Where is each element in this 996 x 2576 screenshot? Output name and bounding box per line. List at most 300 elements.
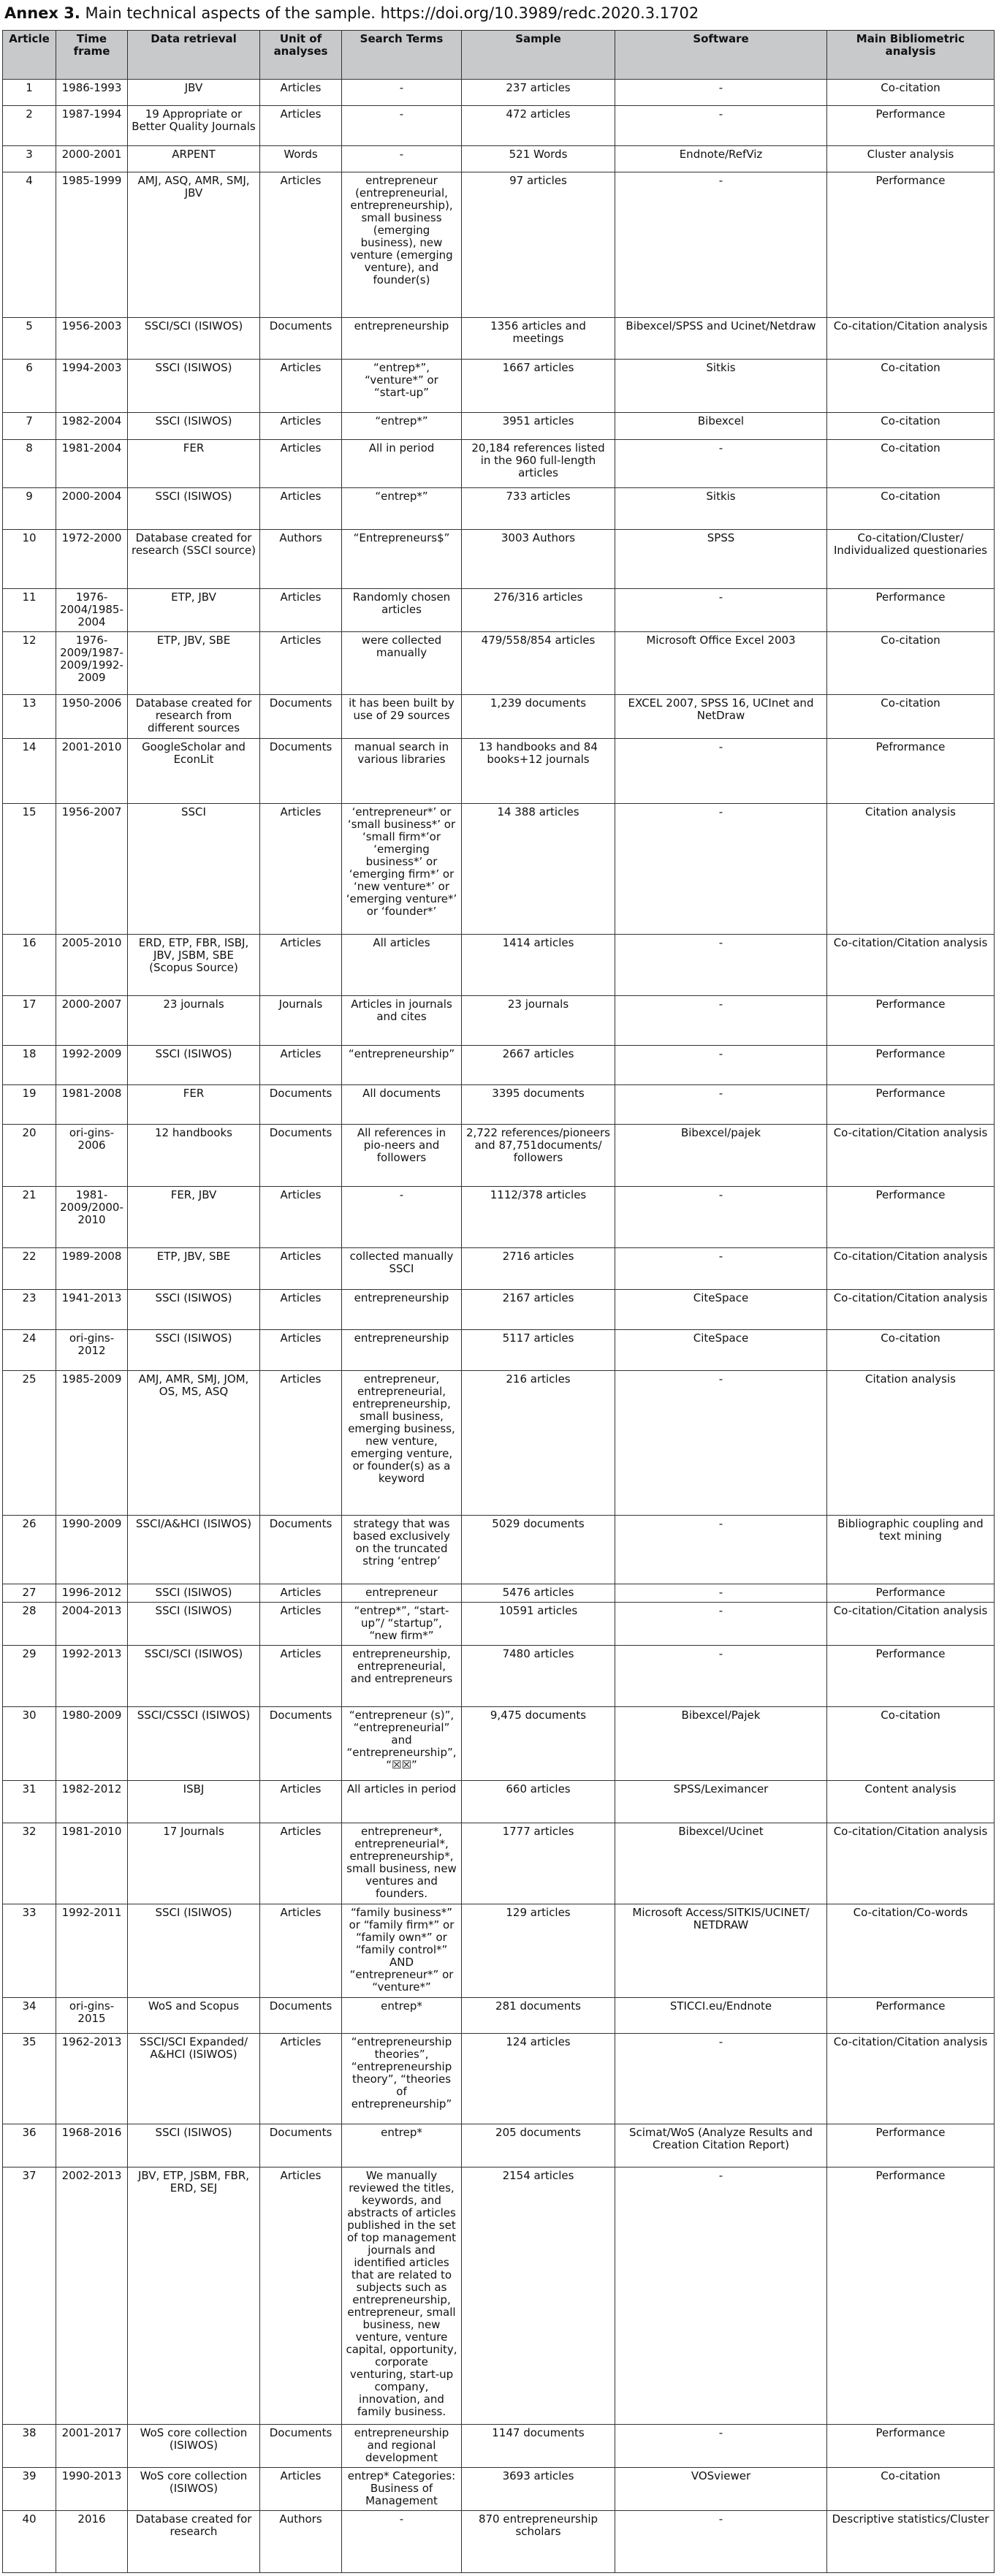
table-cell: - [342, 105, 462, 146]
table-cell: entrep* Categories: Business of Management [342, 2468, 462, 2511]
table-cell: 1985-2009 [56, 1371, 128, 1516]
table-cell: SSCI/SCI (ISIWOS) [128, 1646, 260, 1706]
table-cell: 1990-2009 [56, 1516, 128, 1584]
table-cell: Co-citation/Citation analysis [827, 1603, 995, 1646]
table-cell: it has been built by use of 29 sources [342, 695, 462, 739]
table-cell: entrep* [342, 1998, 462, 2034]
table-cell: Co-citation [827, 2468, 995, 2511]
table-cell: 2000-2001 [56, 146, 128, 172]
table-cell: Articles [260, 1823, 342, 1904]
table-cell: Documents [260, 1085, 342, 1125]
table-row [3, 2468, 995, 2511]
table-cell: - [342, 2511, 462, 2573]
table-cell: Articles [260, 1904, 342, 1997]
table-cell: 37 [3, 2167, 56, 2425]
table-row [3, 739, 995, 803]
table-cell: CiteSpace [615, 1330, 827, 1371]
table-cell: 870 entrepreneurship scholars [462, 2511, 615, 2573]
table-cell: Cluster analysis [827, 146, 995, 172]
table-cell: - [615, 1371, 827, 1516]
table-cell: - [615, 1046, 827, 1085]
table-cell: Performance [827, 2167, 995, 2425]
table-cell: 1976-2004/1985-2004 [56, 589, 128, 632]
table-cell: Articles [260, 2167, 342, 2425]
table-cell: 17 Journals [128, 1823, 260, 1904]
table-cell: - [615, 439, 827, 487]
table-row [3, 996, 995, 1046]
table-cell: 7480 articles [462, 1646, 615, 1706]
table-row [3, 632, 995, 695]
table-row [3, 529, 995, 588]
table-row [3, 80, 995, 106]
table-cell: Performance [827, 105, 995, 146]
table-row [3, 2167, 995, 2425]
table-cell: Sitkis [615, 487, 827, 529]
table-cell: CiteSpace [615, 1289, 827, 1330]
table-cell: “entrepreneurship theories”, “entrepreneurship theory”, “theories of entrepreneurship” [342, 2033, 462, 2124]
table-cell: - [342, 80, 462, 106]
table-cell: 18 [3, 1046, 56, 1085]
table-cell: VOSviewer [615, 2468, 827, 2511]
annex-caption: Main technical aspects of the sample. https://doi.org/10.3989/redc.2020.3.1702 [80, 4, 699, 22]
table-cell: - [615, 1646, 827, 1706]
table-cell: WoS and Scopus [128, 1998, 260, 2034]
table-cell: Articles [260, 1603, 342, 1646]
table-cell: entrepreneurship [342, 1330, 462, 1371]
table-cell: 2 [3, 105, 56, 146]
table-cell: Microsoft Office Excel 2003 [615, 632, 827, 695]
table-cell: Co-citation [827, 1330, 995, 1371]
table-cell: Performance [827, 1085, 995, 1125]
table-cell: Bibexcel/Ucinet [615, 1823, 827, 1904]
table-cell: 660 articles [462, 1781, 615, 1823]
table-row [3, 1584, 995, 1602]
table-cell: Bibexcel/pajek [615, 1124, 827, 1186]
table-cell: 38 [3, 2425, 56, 2468]
table-cell: 281 documents [462, 1998, 615, 2034]
table-cell: Articles [260, 589, 342, 632]
table-cell: entrepreneurship and regional development [342, 2425, 462, 2468]
table-cell: STICCI.eu/Endnote [615, 1998, 827, 2034]
table-cell: 1987-1994 [56, 105, 128, 146]
table-cell: 2016 [56, 2511, 128, 2573]
table-cell: 1981-2009/2000-2010 [56, 1187, 128, 1247]
annex-label: Annex 3. [4, 4, 80, 22]
table-row [3, 2124, 995, 2167]
table-cell: All references in pio-neers and followers [342, 1124, 462, 1186]
table-cell: 479/558/854 articles [462, 632, 615, 695]
table-cell: JBV, ETP, JSBM, FBR, ERD, SEJ [128, 2167, 260, 2425]
table-cell: 9 [3, 487, 56, 529]
table-cell: Sitkis [615, 360, 827, 413]
table-cell: - [615, 1187, 827, 1247]
table-cell: 733 articles [462, 487, 615, 529]
table-row [3, 360, 995, 413]
table-cell: Documents [260, 2124, 342, 2167]
table-cell: Bibliographic coupling and text mining [827, 1516, 995, 1584]
table-cell: - [615, 1584, 827, 1602]
table-cell: 30 [3, 1706, 56, 1781]
table-cell: Articles [260, 632, 342, 695]
table-cell: 5117 articles [462, 1330, 615, 1371]
table-cell: 21 [3, 1187, 56, 1247]
table-cell: 2716 articles [462, 1247, 615, 1289]
table-cell: 2004-2013 [56, 1603, 128, 1646]
table-cell: Performance [827, 996, 995, 1046]
table-cell: - [615, 172, 827, 318]
table-cell: Co-citation [827, 413, 995, 440]
table-cell: SSCI (ISIWOS) [128, 1904, 260, 1997]
table-cell: SSCI (ISIWOS) [128, 413, 260, 440]
table-cell: 12 [3, 632, 56, 695]
table-cell: ori-gins-2012 [56, 1330, 128, 1371]
table-cell: 3003 Authors [462, 529, 615, 588]
table-cell: - [615, 1247, 827, 1289]
table-cell: SSCI (ISIWOS) [128, 487, 260, 529]
table-cell: SPSS [615, 529, 827, 588]
table-cell: Documents [260, 2425, 342, 2468]
table-cell: Articles [260, 360, 342, 413]
table-cell: 1112/378 articles [462, 1187, 615, 1247]
table-cell: 97 articles [462, 172, 615, 318]
table-cell: 8 [3, 439, 56, 487]
table-cell: 1956-2003 [56, 318, 128, 360]
table-cell: 40 [3, 2511, 56, 2573]
table-cell: 25 [3, 1371, 56, 1516]
table-cell: Scimat/WoS (Analyze Results and Creation Citation Report) [615, 2124, 827, 2167]
table-cell: “entrep*”, “start-up”/ “startup”, “new firm*” [342, 1603, 462, 1646]
table-row [3, 695, 995, 739]
table-cell: Articles [260, 80, 342, 106]
table-cell: - [615, 996, 827, 1046]
table-row [3, 589, 995, 632]
table-cell: Articles [260, 487, 342, 529]
table-cell: Co-citation [827, 439, 995, 487]
table-cell: Articles [260, 803, 342, 934]
table-cell: 1989-2008 [56, 1247, 128, 1289]
table-cell: - [615, 934, 827, 995]
table-cell: Authors [260, 2511, 342, 2573]
table-row [3, 1781, 995, 1823]
table-cell: 34 [3, 1998, 56, 2034]
table-cell: ARPENT [128, 146, 260, 172]
table-cell: ETP, JBV, SBE [128, 1247, 260, 1289]
header-row [3, 31, 995, 80]
table-row [3, 1371, 995, 1516]
table-cell: 10591 articles [462, 1603, 615, 1646]
table-cell: 1941-2013 [56, 1289, 128, 1330]
table-cell: - [615, 1085, 827, 1125]
table-cell: 521 Words [462, 146, 615, 172]
table-cell: 6 [3, 360, 56, 413]
table-cell: 2001-2017 [56, 2425, 128, 2468]
table-cell: - [615, 1603, 827, 1646]
table-cell: 23 journals [128, 996, 260, 1046]
table-cell: Articles [260, 1187, 342, 1247]
table-cell: Bibexcel/Pajek [615, 1706, 827, 1781]
table-cell: 1972-2000 [56, 529, 128, 588]
table-cell: 20,184 references listed in the 960 full-length articles [462, 439, 615, 487]
table-cell: SSCI (ISIWOS) [128, 1046, 260, 1085]
table-cell: 3 [3, 146, 56, 172]
table-cell: 1976-2009/1987-2009/1992-2009 [56, 632, 128, 695]
table-row [3, 1998, 995, 2034]
column-header: Unit of analyses [260, 31, 342, 80]
table-row [3, 2425, 995, 2468]
table-cell: Documents [260, 1516, 342, 1584]
table-cell: Articles [260, 1247, 342, 1289]
table-cell: Articles in journals and cites [342, 996, 462, 1046]
table-cell: Performance [827, 589, 995, 632]
table-cell: 7 [3, 413, 56, 440]
table-row [3, 2033, 995, 2124]
table-cell: Articles [260, 2468, 342, 2511]
table-cell: All articles in period [342, 1781, 462, 1823]
table-cell: 1985-1999 [56, 172, 128, 318]
table-cell: Citation analysis [827, 803, 995, 934]
table-cell: entrepreneur, entrepreneurial, entrepreneurship, small business, emerging business, new venture, emerging venture, or founder(s) as a keyword [342, 1371, 462, 1516]
table-cell: Co-citation/Citation analysis [827, 318, 995, 360]
table-cell: ori-gins-2015 [56, 1998, 128, 2034]
table-cell: SSCI/A&HCI (ISIWOS) [128, 1516, 260, 1584]
table-cell: 1950-2006 [56, 695, 128, 739]
column-header: Search Terms [342, 31, 462, 80]
table-row [3, 1603, 995, 1646]
table-cell: 11 [3, 589, 56, 632]
table-cell: JBV [128, 80, 260, 106]
table-row [3, 934, 995, 995]
table-cell: Endnote/RefViz [615, 146, 827, 172]
table-cell: Co-citation/Citation analysis [827, 1289, 995, 1330]
table-cell: Documents [260, 1998, 342, 2034]
table-row [3, 318, 995, 360]
technical-aspects-table [2, 30, 995, 2573]
table-cell: Articles [260, 172, 342, 318]
table-cell: Articles [260, 439, 342, 487]
table-cell: Descriptive statistics/Cluster [827, 2511, 995, 2573]
table-cell: Microsoft Access/SITKIS/UCINET/ NETDRAW [615, 1904, 827, 1997]
table-cell: 1667 articles [462, 360, 615, 413]
table-cell: Database created for research from different sources [128, 695, 260, 739]
table-cell: “entrepreneur (s)”, “entrepreneurial” and “entrepreneurship”, “☒☒” [342, 1706, 462, 1781]
table-cell: Database created for research (SSCI source) [128, 529, 260, 588]
table-cell: 1982-2004 [56, 413, 128, 440]
table-cell: 1962-2013 [56, 2033, 128, 2124]
column-header: Article [3, 31, 56, 80]
table-cell: All documents [342, 1085, 462, 1125]
column-header: Data retrieval [128, 31, 260, 80]
table-cell: Articles [260, 1646, 342, 1706]
column-header: Software [615, 31, 827, 80]
table-cell: Articles [260, 1584, 342, 1602]
table-cell: 35 [3, 2033, 56, 2124]
table-cell: 27 [3, 1584, 56, 1602]
table-cell: 237 articles [462, 80, 615, 106]
table-cell: SSCI/SCI Expanded/ A&HCI (ISIWOS) [128, 2033, 260, 2124]
table-row [3, 2511, 995, 2573]
table-row [3, 1646, 995, 1706]
column-header: Sample [462, 31, 615, 80]
table-cell: 1,239 documents [462, 695, 615, 739]
table-cell: GoogleScholar and EconLit [128, 739, 260, 803]
table-cell: 26 [3, 1516, 56, 1584]
table-cell: FER, JBV [128, 1187, 260, 1247]
table-cell: collected manually SSCI [342, 1247, 462, 1289]
table-cell: 33 [3, 1904, 56, 1997]
table-cell: Articles [260, 1289, 342, 1330]
table-cell: 276/316 articles [462, 589, 615, 632]
table-cell: Bibexcel/SPSS and Ucinet/Netdraw [615, 318, 827, 360]
table-cell: Bibexcel [615, 413, 827, 440]
table-cell: ISBJ [128, 1781, 260, 1823]
table-cell: - [615, 739, 827, 803]
table-cell: All articles [342, 934, 462, 995]
table-cell: Co-citation/Citation analysis [827, 1823, 995, 1904]
table-cell: entrepreneur [342, 1584, 462, 1602]
table-cell: We manually reviewed the titles, keywords, and abstracts of articles published in the set of top management journals and identified articles that are related to subjects such as entrepreneurship, entrepreneur, small business, new venture, venture capital, opportunity, corporate venturing, start-up company, innovation, and family business. [342, 2167, 462, 2425]
table-cell: 12 handbooks [128, 1124, 260, 1186]
table-cell: “Entrepreneurs$” [342, 529, 462, 588]
table-cell: Documents [260, 318, 342, 360]
table-cell: SSCI (ISIWOS) [128, 1584, 260, 1602]
table-cell: Performance [827, 1046, 995, 1085]
table-cell: 31 [3, 1781, 56, 1823]
table-cell: - [615, 803, 827, 934]
table-cell: - [615, 589, 827, 632]
table-row [3, 1046, 995, 1085]
table-cell: Co-citation [827, 1706, 995, 1781]
table-cell: 472 articles [462, 105, 615, 146]
table-row [3, 1516, 995, 1584]
table-cell: 1 [3, 80, 56, 106]
table-cell: 129 articles [462, 1904, 615, 1997]
table-cell: 9,475 documents [462, 1706, 615, 1781]
table-cell: All in period [342, 439, 462, 487]
page-title [4, 3, 699, 23]
table-cell: AMJ, AMR, SMJ, JOM, OS, MS, ASQ [128, 1371, 260, 1516]
table-cell: Documents [260, 739, 342, 803]
table-cell: 1981-2008 [56, 1085, 128, 1125]
table-cell: entrep* [342, 2124, 462, 2167]
table-cell: Co-citation/Cluster/ Individualized questionaries [827, 529, 995, 588]
table-cell: 124 articles [462, 2033, 615, 2124]
table-cell: WoS core collection (ISIWOS) [128, 2425, 260, 2468]
table-cell: 22 [3, 1247, 56, 1289]
table-cell: 2000-2004 [56, 487, 128, 529]
table-cell: 3693 articles [462, 2468, 615, 2511]
table-cell: ori-gins-2006 [56, 1124, 128, 1186]
table-cell: 15 [3, 803, 56, 934]
table-cell: - [615, 105, 827, 146]
table-cell: SSCI/CSSCI (ISIWOS) [128, 1706, 260, 1781]
table-row [3, 413, 995, 440]
table-row [3, 439, 995, 487]
table-cell: 5 [3, 318, 56, 360]
table-cell: - [342, 146, 462, 172]
table-row [3, 1823, 995, 1904]
table-cell: 17 [3, 996, 56, 1046]
table-cell: Citation analysis [827, 1371, 995, 1516]
table-cell: - [615, 2425, 827, 2468]
table-cell: 23 journals [462, 996, 615, 1046]
table-cell: Articles [260, 2033, 342, 2124]
table-cell: “entrepreneurship” [342, 1046, 462, 1085]
table-row [3, 487, 995, 529]
table-cell: Randomly chosen articles [342, 589, 462, 632]
table-cell: - [615, 2511, 827, 2573]
table-cell: 13 [3, 695, 56, 739]
table-cell: Documents [260, 1706, 342, 1781]
table-cell: Articles [260, 1330, 342, 1371]
table-cell: Co-citation [827, 487, 995, 529]
table-row [3, 172, 995, 318]
table-cell: WoS core collection (ISIWOS) [128, 2468, 260, 2511]
table-cell: 36 [3, 2124, 56, 2167]
table-cell: 20 [3, 1124, 56, 1186]
table-cell: 2005-2010 [56, 934, 128, 995]
table-cell: 14 [3, 739, 56, 803]
table-cell: 2001-2010 [56, 739, 128, 803]
table-cell: Journals [260, 996, 342, 1046]
table-cell: Co-citation/Citation analysis [827, 1124, 995, 1186]
table-cell: SSCI (ISIWOS) [128, 1330, 260, 1371]
table-cell: were collected manually [342, 632, 462, 695]
table-cell: 1990-2013 [56, 2468, 128, 2511]
table-row [3, 105, 995, 146]
table-row [3, 146, 995, 172]
table-cell: 1986-1993 [56, 80, 128, 106]
table-cell: Performance [827, 172, 995, 318]
table-cell: - [615, 2167, 827, 2425]
table-cell: SSCI (ISIWOS) [128, 360, 260, 413]
column-header: Main Bibliometric analysis [827, 31, 995, 80]
table-cell: 39 [3, 2468, 56, 2511]
table-cell: 10 [3, 529, 56, 588]
table-cell: 19 [3, 1085, 56, 1125]
table-cell: 29 [3, 1646, 56, 1706]
table-row [3, 1706, 995, 1781]
table-cell: 5029 documents [462, 1516, 615, 1584]
table-cell: strategy that was based exclusively on the truncated string ‘entrep’ [342, 1516, 462, 1584]
table-cell: SSCI [128, 803, 260, 934]
table-cell: Performance [827, 1998, 995, 2034]
table-cell: “entrep*” [342, 413, 462, 440]
table-cell: 3395 documents [462, 1085, 615, 1125]
table-cell: “family business*” or “family firm*” or “family own*” or “family control*” AND “entrepreneur*” or “venture*” [342, 1904, 462, 1997]
column-header: Time frame [56, 31, 128, 80]
table-cell: Co-citation [827, 632, 995, 695]
table-cell: SSCI (ISIWOS) [128, 1289, 260, 1330]
table-cell: 3951 articles [462, 413, 615, 440]
table-cell: entrepreneurship, entrepreneurial, and entrepreneurs [342, 1646, 462, 1706]
table-cell: Articles [260, 1371, 342, 1516]
table-cell: 216 articles [462, 1371, 615, 1516]
table-cell: 1994-2003 [56, 360, 128, 413]
table-row [3, 1904, 995, 1997]
table-cell: manual search in various libraries [342, 739, 462, 803]
table-cell: entrepreneur (entrepreneurial, entrepreneurship), small business (emerging business), new venture (emerging venture), and founder(s) [342, 172, 462, 318]
table-cell: 1777 articles [462, 1823, 615, 1904]
table-cell: 1414 articles [462, 934, 615, 995]
table-cell: 1992-2013 [56, 1646, 128, 1706]
table-cell: - [615, 2033, 827, 2124]
table-cell: 1981-2010 [56, 1823, 128, 1904]
table-cell: 2002-2013 [56, 2167, 128, 2425]
table-cell: 2154 articles [462, 2167, 615, 2425]
table-cell: - [615, 80, 827, 106]
table-cell: ERD, ETP, FBR, ISBJ, JBV, JSBM, SBE (Scopus Source) [128, 934, 260, 995]
table-cell: entrepreneurship [342, 318, 462, 360]
